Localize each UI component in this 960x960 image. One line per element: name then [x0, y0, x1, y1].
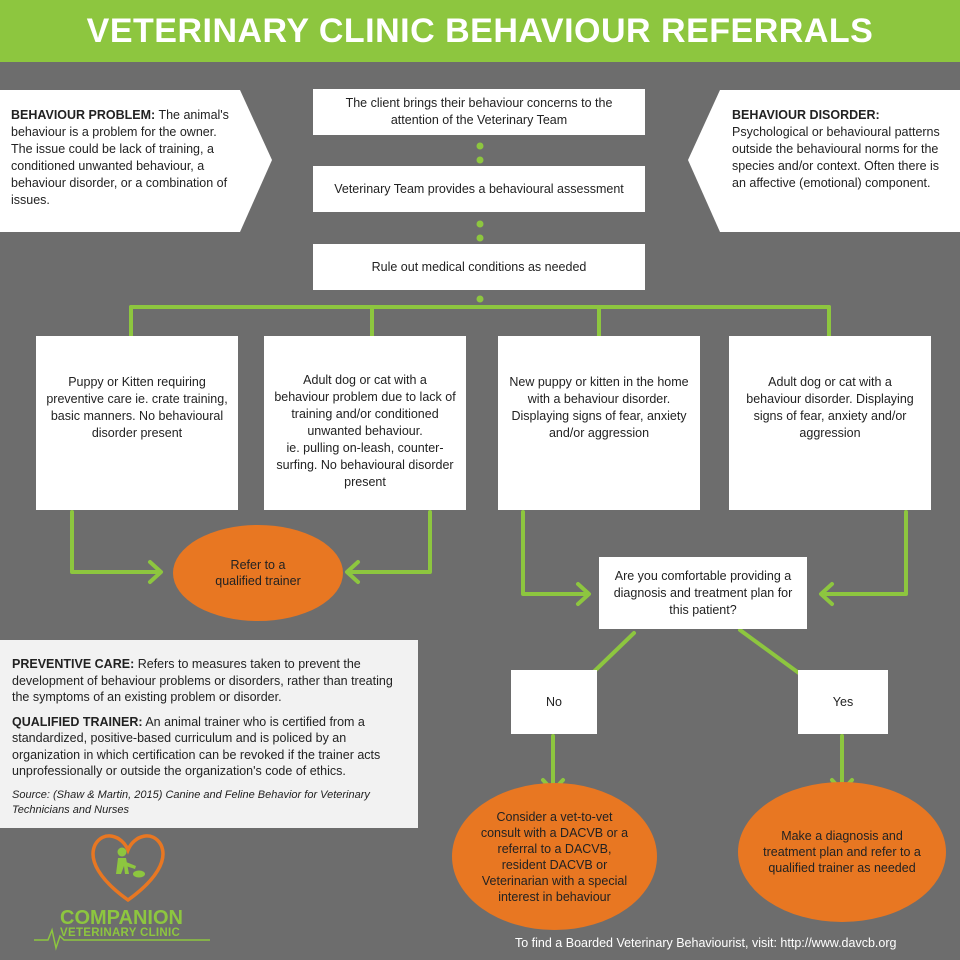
logo-line-1: COMPANION: [60, 907, 183, 929]
behaviour-problem-definition: [11, 107, 236, 209]
source-citation: Source: (Shaw & Martin, 2015) Canine and Feline Behavior for Veterinary Technicians and Nurses: [12, 788, 370, 816]
diagnosis-plan-oval: Make a diagnosis and treatment plan and refer to a qualified trainer as needed: [738, 782, 946, 922]
answer-yes-box: Yes: [798, 670, 888, 734]
behaviour-problem-text: The animal's behaviour is a problem for the owner. The issue could be lack of training, a conditioned unwanted behaviour, a behaviour disorder, or a combination of issues.: [11, 108, 229, 207]
page-title: VETERINARY CLINIC BEHAVIOUR REFERRALS: [0, 0, 960, 62]
behaviour-disorder-definition: [732, 107, 942, 192]
category-adult-behaviour-problem: Adult dog or cat with a behaviour problem due to lack of training and/or conditioned unwanted behaviour. ie. pulling on-leash, counter-surfing. No behavioural disorder present: [264, 336, 466, 510]
step-rule-out-medical: Rule out medical conditions as needed: [313, 244, 645, 290]
logo-line-2: VETERINARY CLINIC: [60, 927, 181, 939]
clinic-logo: [60, 908, 183, 940]
vet-consult-oval: Consider a vet-to-vet consult with a DACVB or a referral to a DACVB, resident DACVB or Veterinarian with a special interest in behaviour: [452, 783, 657, 930]
definitions-panel: [0, 640, 418, 828]
refer-trainer-oval: Refer to a qualified trainer: [173, 525, 343, 621]
preventive-care-text: Refers to measures taken to prevent the development of behaviour problems or disorders, rather than treating the symptoms of an existing problem or disorder.: [12, 657, 393, 704]
preventive-care-definition: [12, 656, 406, 706]
category-new-puppy-kitten-disorder: New puppy or kitten in the home with a behaviour disorder. Displaying signs of fear, anxiety and/or aggression: [498, 336, 700, 510]
outcome-arrows: [543, 736, 852, 791]
answer-arrows: [576, 630, 820, 689]
category-adult-behaviour-disorder: Adult dog or cat with a behaviour disorder. Displaying signs of fear, anxiety and/or aggression: [729, 336, 931, 510]
category-puppy-kitten-preventive: Puppy or Kitten requiring preventive care ie. crate training, basic manners. No behavioural disorder present: [36, 336, 238, 510]
behaviour-disorder-term: BEHAVIOUR DISORDER:: [732, 108, 880, 122]
behaviour-problem-term: BEHAVIOUR PROBLEM:: [11, 108, 156, 122]
person-dog-icon: [116, 848, 145, 878]
footer-link-text: To find a Boarded Veterinary Behaviourist, visit: http://www.davcb.org: [515, 936, 897, 950]
comfortable-question-box: Are you comfortable providing a diagnosis and treatment plan for this patient?: [599, 557, 807, 629]
behaviour-disorder-text: Psychological or behavioural patterns outside the behavioural norms for the species and/or context. Often there is an affective (emotional) component.: [732, 125, 940, 190]
answer-no-box: No: [511, 670, 597, 734]
qualified-trainer-definition: [12, 714, 406, 780]
qualified-trainer-text: An animal trainer who is certified from a standardized, positive-based curriculum and is policed by an organization in which certification can be revoked if the trainer acts unprofessionally or outside the organization's code of ethics.: [12, 714, 381, 778]
heart-logo-icon: [93, 836, 163, 900]
preventive-care-term: PREVENTIVE CARE:: [12, 657, 135, 671]
step-behavioural-assessment: Veterinary Team provides a behavioural assessment: [313, 166, 645, 212]
step-client-concerns: The client brings their behaviour concerns to the attention of the Veterinary Team: [313, 89, 645, 135]
qualified-trainer-term: QUALIFIED TRAINER:: [12, 714, 143, 729]
